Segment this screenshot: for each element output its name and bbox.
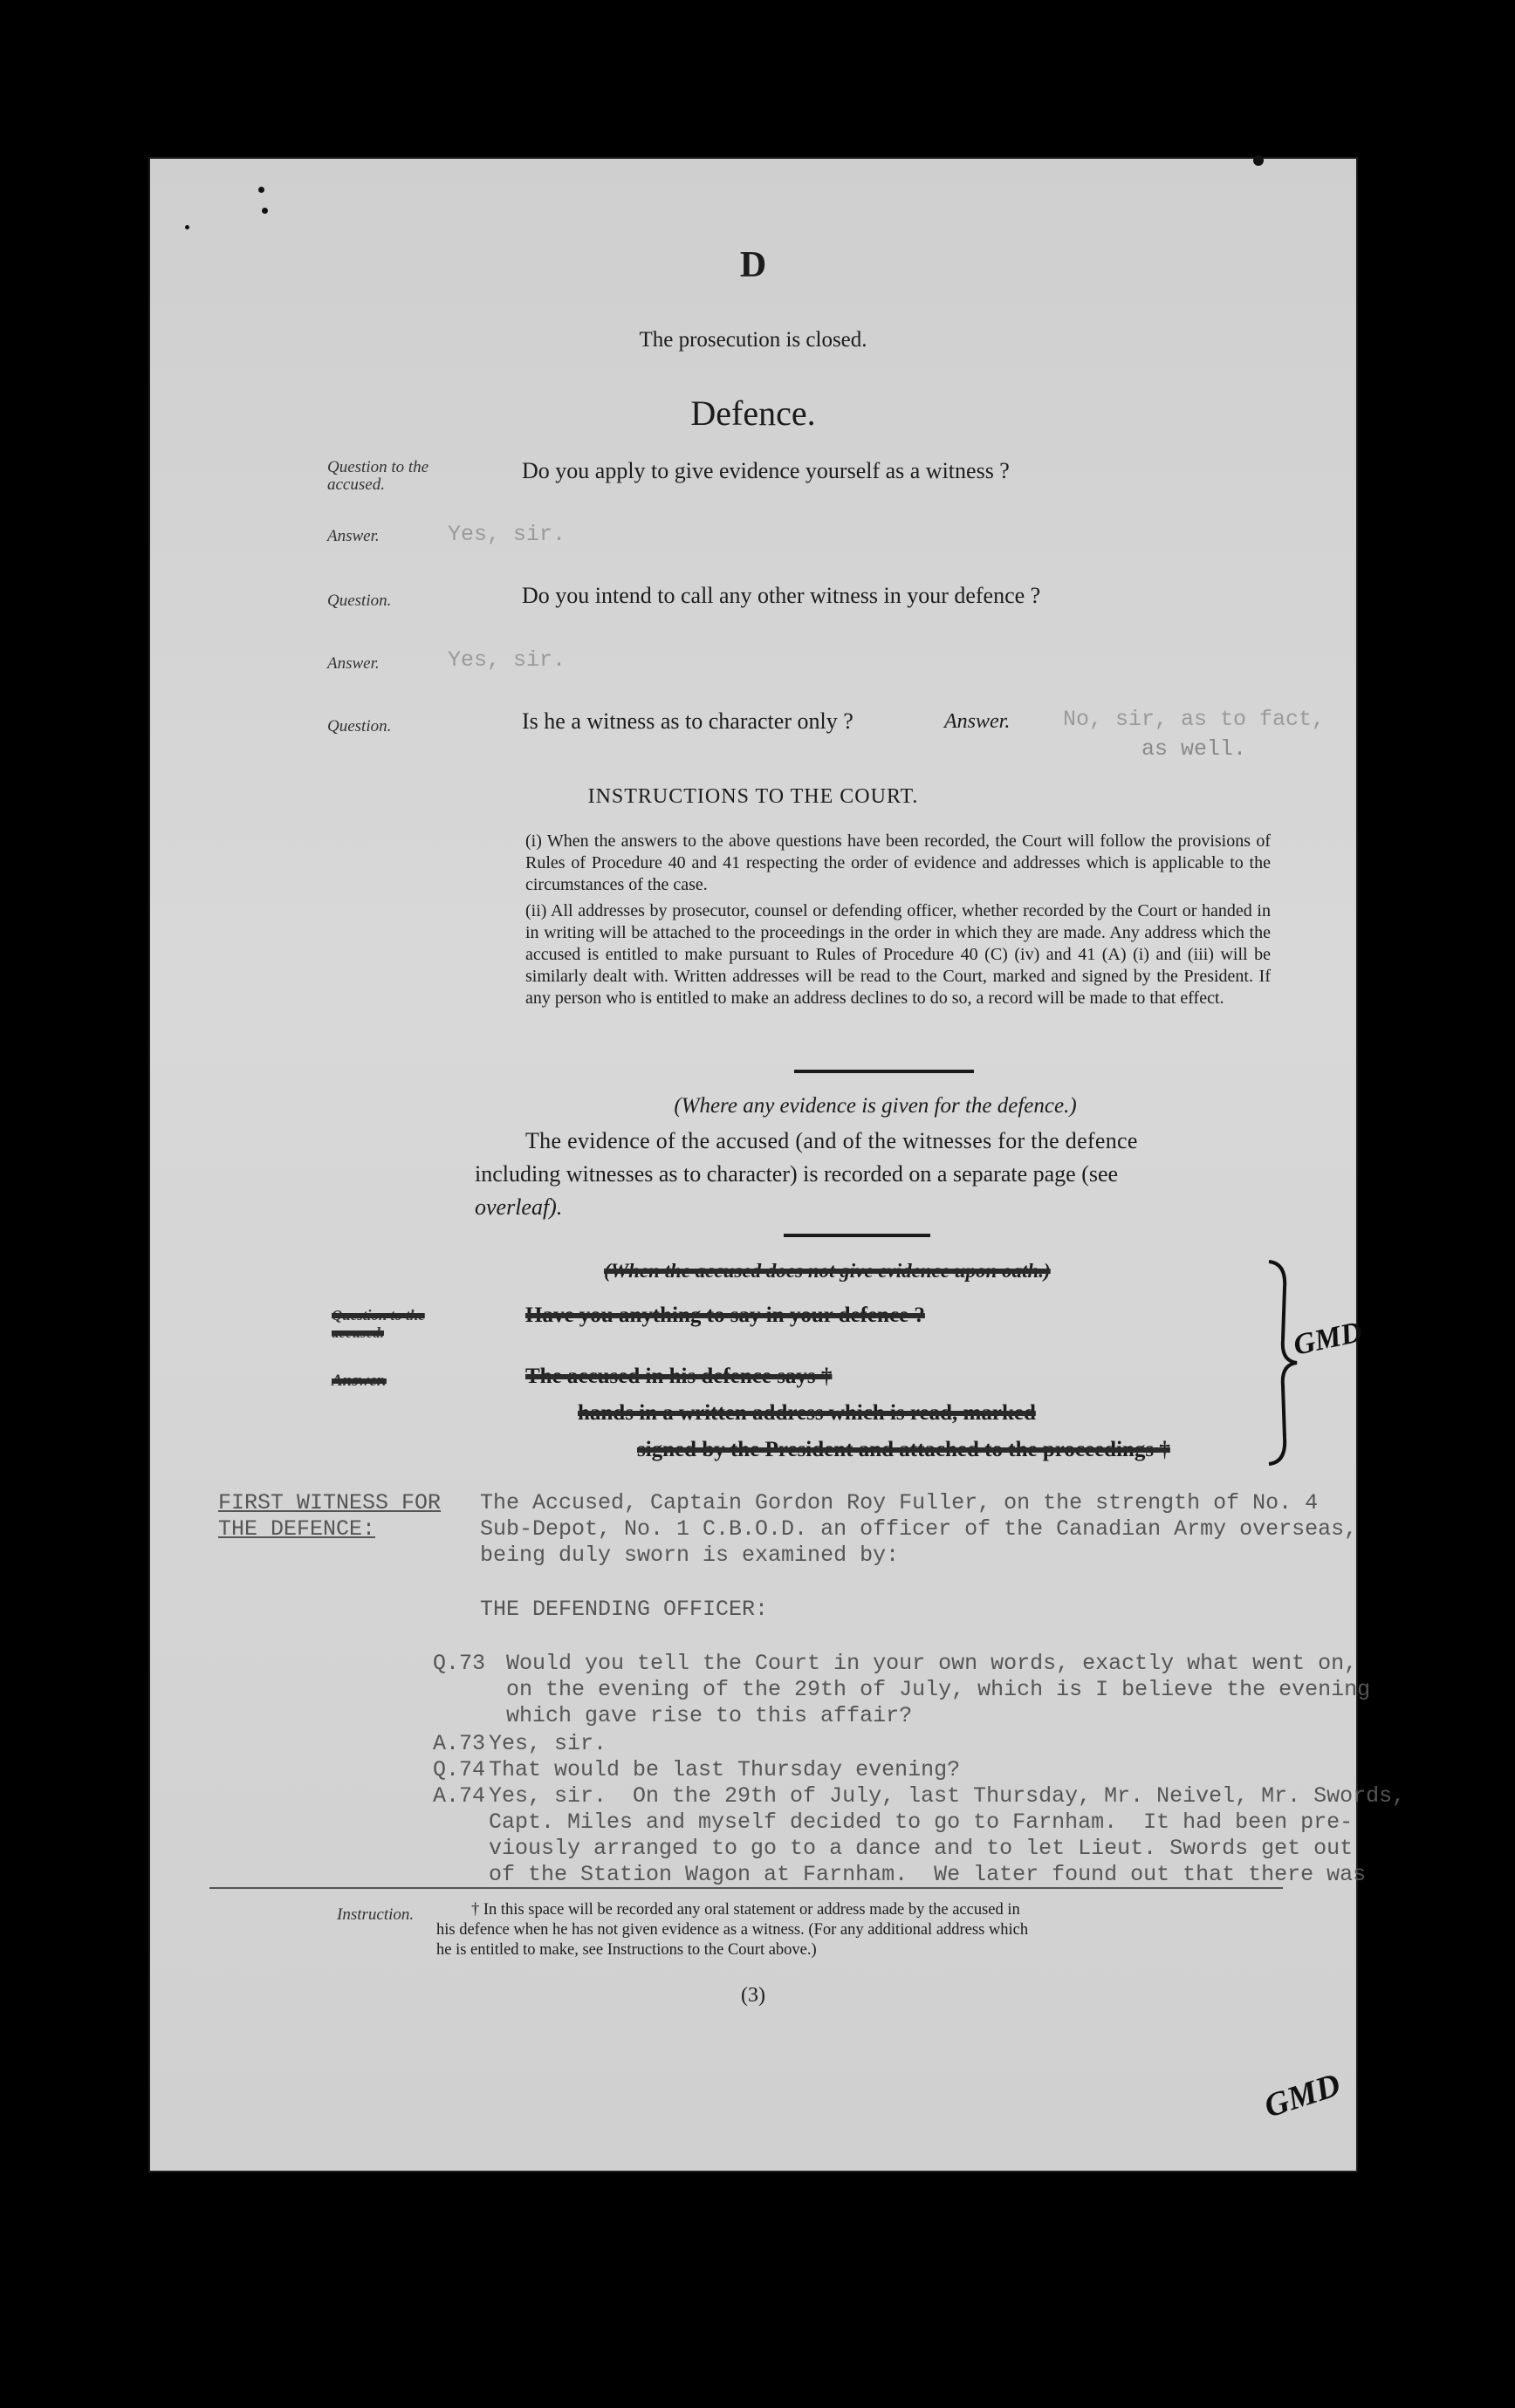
a74-label: A.74 [433,1783,486,1809]
corner-initials: GMD [1259,2066,1346,2125]
struck-q-label: Question to the accused. [332,1307,425,1341]
qa-text-2: Yes, sir. [448,522,566,547]
qa-text-1: Do you apply to give evidence yourself as a witness ? [522,458,1010,483]
footnote-rule [209,1887,1283,1889]
typed-line-1: The Accused, Captain Gordon Roy Fuller, on the strength of No. 4 [480,1490,1319,1515]
evidence-line-1: The evidence of the accused (and of the witnesses for the defence [525,1128,1138,1153]
instruction-i: (i) When the answers to the above questions have been recorded, the Court will follow the provisions of Rules of Procedure 40 and 41 respecting the order of evidence and addresses which is applicable to the circumstances of the case. [525,831,1271,894]
qa-label-3: Question. [327,592,392,610]
bracket-mark [1262,1253,1349,1471]
page-number: (3) [741,1984,765,2007]
q73-line-2: on the evening of the 29th of July, which is I believe the evening [506,1677,1371,1702]
footnote-l2: his defence when he has not given evidence as a witness. (For any additional address which [436,1921,1029,1939]
evidence-line-2: including witnesses as to character) is recorded on a separate page (see [475,1161,1119,1187]
divider-1 [794,1070,974,1073]
footnote-l3: he is entitled to make, see Instructions to the Court above.) [436,1941,817,1959]
defence-heading: Defence. [690,393,816,433]
inline-answer-line2: as well. [1141,736,1247,762]
footnote-l1: † In this space will be recorded any oral statement or address made by the accused in [471,1901,1020,1919]
speck [258,187,264,193]
q73-line-3: which gave rise to this affair? [506,1703,913,1728]
divider-2 [784,1234,930,1237]
struck-q: Have you anything to say in your defence ? [525,1303,925,1327]
speck [262,208,268,214]
q74-text: That would be last Thursday evening? [489,1757,961,1782]
qa-text-5: Is he a witness as to character only ? [522,708,853,734]
q74-label: Q.74 [433,1757,486,1782]
struck-a-line3: signed by the President and attached to the proceedings † [637,1438,1170,1461]
qa-label-2: Answer. [327,527,380,545]
struck-a-line2: hands in a written address which is read, marked [578,1401,1036,1425]
a74-line-3: viously arranged to go to a dance and to let Lieut. Swords get out [489,1836,1354,1861]
struck-a-line1: The accused in his defence says † [525,1365,833,1388]
typed-line-3: being duly sworn is examined by: [480,1543,900,1568]
a73-text: Yes, sir. [489,1731,607,1756]
margin-initials: GMD [1290,1316,1366,1362]
qa-label-5: Question. [327,717,392,735]
a73-label: A.73 [433,1731,486,1756]
speck [1253,155,1264,166]
document-page [148,157,1406,2172]
a74-line-1: Yes, sir. On the 29th of July, last Thursday, Mr. Neivel, Mr. Swords, [489,1783,1406,1809]
prosecution-closed: The prosecution is closed. [639,328,867,352]
inline-answer-line1: No, sir, as to fact, [1063,707,1326,732]
qa-text-3: Do you intend to call any other witness in your defence ? [522,583,1041,608]
speck [185,225,189,229]
instruction-ii: (ii) All addresses by prosecutor, counsel or defending officer, whether recorded by the Court or handed in in writing will be attached to the proceedings in the order in which they are made. Any address which the accused is entitled to make pursuant to Rules of Procedure 40 (C) (iv) and 41 (A) (i) and (iii) will be similarly dealt with. Written addresses will be read to the Court, marked and signed by the President. If any person who is entitled to make an address declines to do so, a record will be made to that effect. [525,901,1271,1008]
inline-answer-label: Answer. [944,710,1011,733]
defending-officer: THE DEFENDING OFFICER: [480,1597,769,1622]
a74-line-4: of the Station Wagon at Farnham. We later found out that there was [489,1862,1367,1887]
evidence-line-3: overleaf). [475,1194,563,1220]
a74-line-2: Capt. Miles and myself decided to go to Farnham. It had been pre- [489,1809,1354,1835]
q73-line-1: Would you tell the Court in your own words, exactly what went on, [506,1651,1358,1676]
first-witness-l1: FIRST WITNESS FOR [218,1490,442,1515]
struck-a-label: Answer. [332,1372,387,1390]
qa-label-1: Question to the accused. [327,458,429,494]
where-evidence: (Where any evidence is given for the defence.) [674,1094,1077,1118]
instruction-label: Instruction. [337,1905,415,1924]
first-witness-l2: THE DEFENCE: [218,1516,376,1542]
q73-label: Q.73 [433,1651,486,1676]
qa-text-4: Yes, sir. [448,647,566,673]
typed-line-2: Sub-Depot, No. 1 C.B.O.D. an officer of the Canadian Army overseas, [480,1516,1358,1542]
instructions-title: INSTRUCTIONS TO THE COURT. [587,785,919,808]
section-letter: D [739,245,767,285]
qa-label-4: Answer. [327,654,380,673]
struck-when: (When the accused does not give evidence upon oath.) [604,1260,1051,1282]
